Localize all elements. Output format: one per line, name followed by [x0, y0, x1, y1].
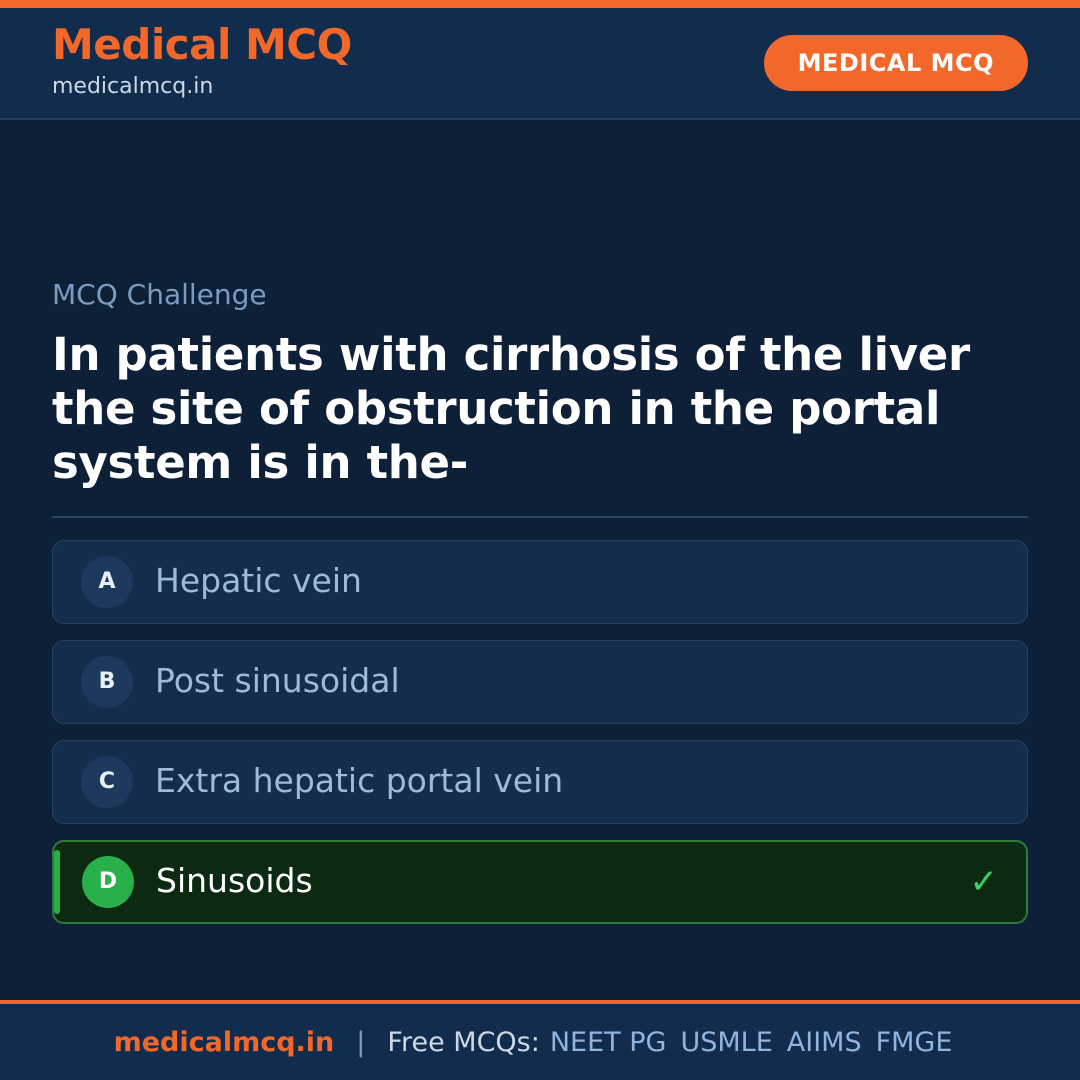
- footer-exam-item: AIIMS: [786, 1026, 862, 1058]
- header-badge: MEDICAL MCQ: [764, 35, 1028, 91]
- option-a[interactable]: [52, 540, 1028, 624]
- question-text: In patients with cirrhosis of the liver the site of obstruction in the portal system is in the-: [52, 327, 970, 489]
- brand-title: Medical MCQ: [52, 20, 352, 70]
- divider: [52, 516, 1028, 518]
- footer-exam-item: FMGE: [875, 1026, 953, 1058]
- footer-separator: |: [356, 1026, 366, 1058]
- option-d-correct[interactable]: [52, 840, 1028, 924]
- main-content: [0, 120, 1080, 1000]
- footer-exam-item: USMLE: [680, 1026, 773, 1058]
- brand-website: medicalmcq.in: [52, 73, 214, 99]
- option-letter: A: [81, 556, 133, 608]
- option-label: Hepatic vein: [155, 561, 362, 601]
- footer-free-label: Free MCQs:: [387, 1026, 540, 1058]
- option-c[interactable]: [52, 740, 1028, 824]
- correct-indicator-bar: [54, 850, 60, 914]
- check-icon: ✓: [969, 861, 998, 902]
- option-label: Sinusoids: [156, 861, 313, 901]
- option-letter: C: [81, 756, 133, 808]
- top-accent-bar: [0, 0, 1080, 8]
- footer-exam-item: NEET PG: [549, 1026, 667, 1058]
- footer: [0, 1004, 1080, 1080]
- footer-website: medicalmcq.in: [113, 1026, 335, 1058]
- option-label: Extra hepatic portal vein: [155, 761, 564, 801]
- header: [0, 8, 1080, 120]
- footer-exam-list: [550, 1027, 967, 1058]
- eyebrow-label: MCQ Challenge: [52, 278, 267, 311]
- option-letter: D: [82, 856, 134, 908]
- option-label: Post sinusoidal: [155, 661, 400, 701]
- brand: [52, 20, 352, 102]
- options-list: [52, 540, 1028, 924]
- option-b[interactable]: [52, 640, 1028, 724]
- option-letter: B: [81, 656, 133, 708]
